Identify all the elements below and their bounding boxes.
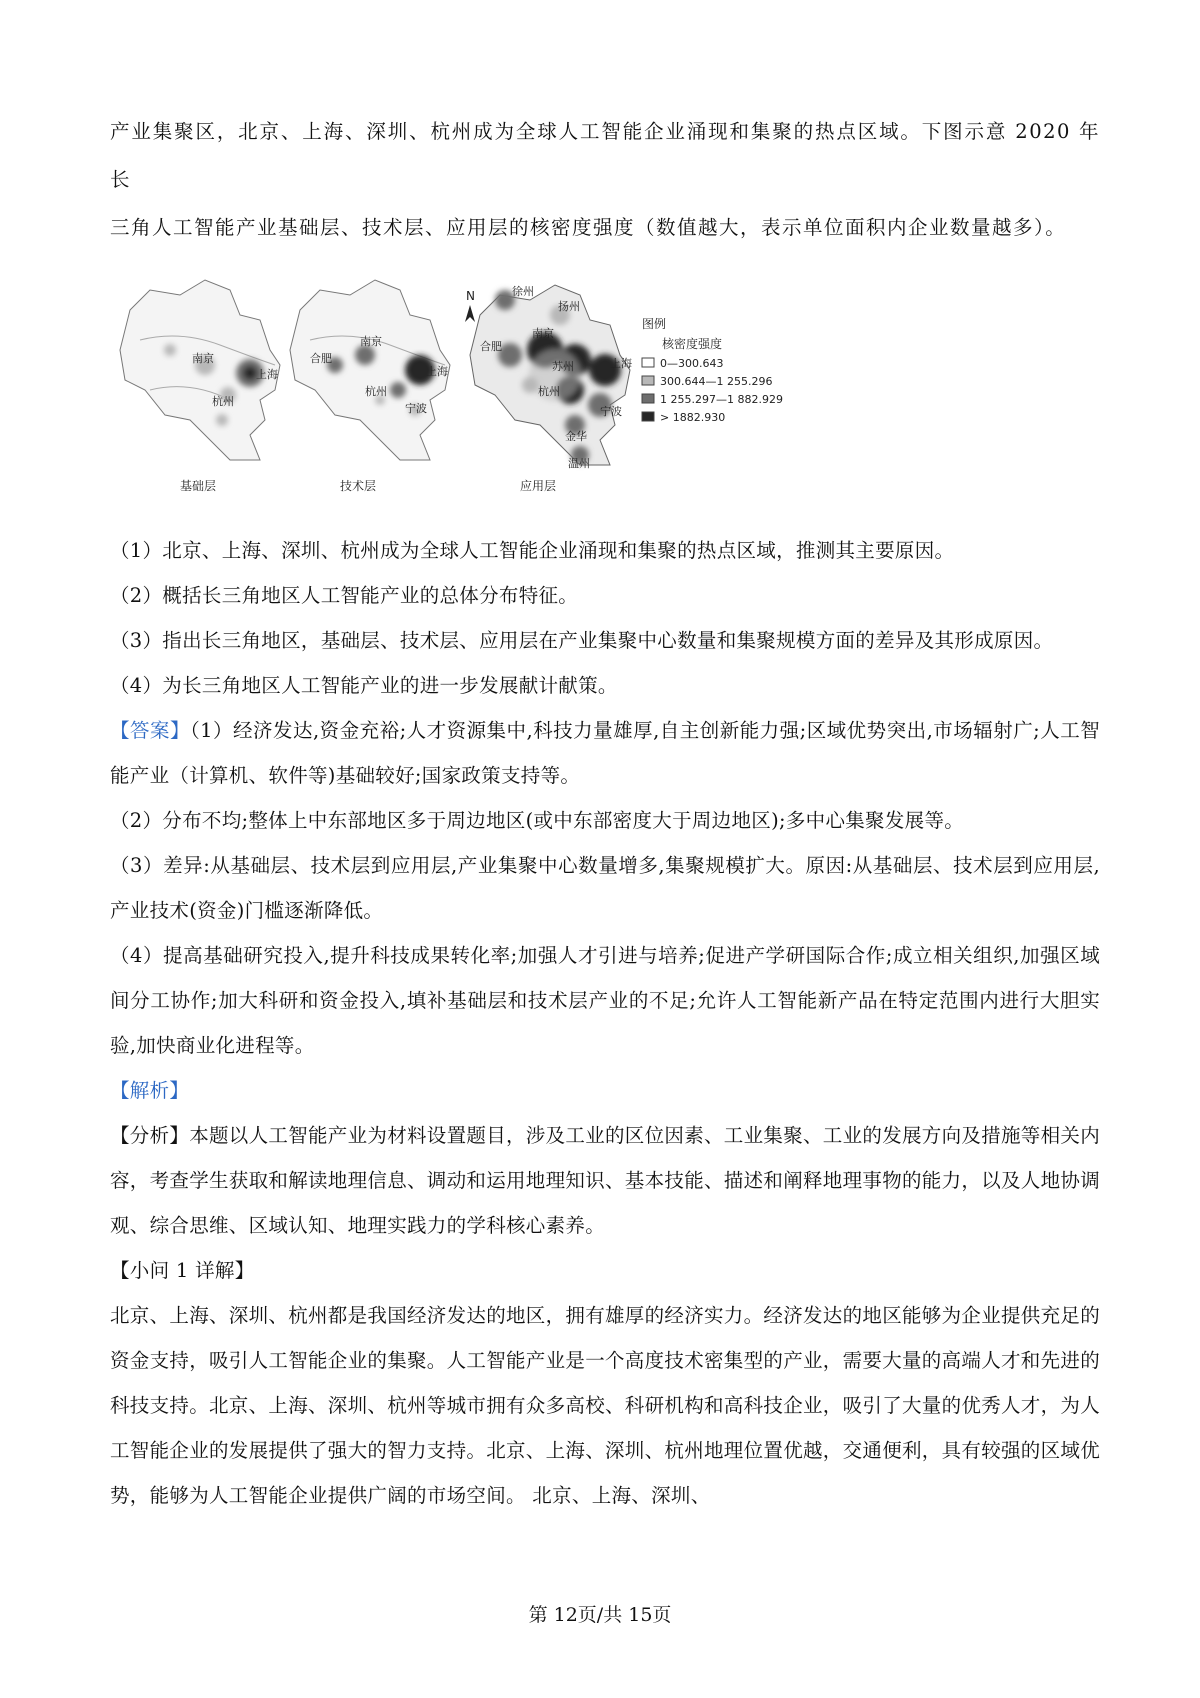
map-legend [642,316,783,424]
city-label: 扬州 [558,300,580,313]
map-caption: 技术层 [340,479,377,493]
answer-2: （2）分布不均;整体上中东部地区多于周边地区(或中东部密度大于周边地区);多中心集聚发展等。 [110,809,965,832]
map-app-layer [470,285,630,465]
page-content [110,108,1100,1518]
legend-title: 图例 [642,317,667,331]
city-label: 苏州 [552,360,574,373]
question-2: （2）概括长三角地区人工智能产业的总体分布特征。 [110,584,579,607]
city-label: 南京 [360,335,382,348]
intro-line-1: 产业集聚区，北京、上海、深圳、杭州成为全球人工智能企业涌现和集聚的热点区域。下图示意 2020 年长 [110,120,1100,191]
answer-tag: 【答案】 [110,719,190,742]
city-label: 合肥 [480,340,502,353]
city-label: 上海 [610,357,632,370]
analysis-fenxi: 【分析】本题以人工智能产业为材料设置题目，涉及工业的区位因素、工业集聚、工业的发展方向及措施等相关内容，考查学生获取和解读地理信息、调动和运用地理知识、基本技能、描述和阐释地理事物的能力，以及人地协调观、综合思维、区域认知、地理实践力的学科核心素养。 [110,1124,1101,1237]
density-map-figure [110,270,1100,510]
legend-label: > 1882.930 [660,411,726,424]
legend-subtitle: 核密度强度 [662,337,723,351]
city-label: 南京 [192,352,214,365]
legend-label: 1 255.297—1 882.929 [660,393,783,406]
sub-question-heading: 【小问 1 详解】 [110,1259,255,1282]
city-label: 宁波 [405,402,427,415]
city-label: 金华 [565,430,587,443]
city-label: 杭州 [538,385,560,398]
map-panels [110,270,810,510]
answer-4: （4）提高基础研究投入,提升科技成果转化率;加强人才引进与培养;促进产学研国际合作;成立相关组织,加强区域间分工协作;加大科研和资金投入,填补基础层和技术层产业的不足;允许人工智能新产品在特定范围内进行大胆实验,加快商业化进程等。 [110,944,1100,1057]
legend-swatch [642,358,654,367]
map-caption: 基础层 [180,479,217,493]
answer-1 [110,708,1100,798]
analysis-tag: 【解析】 [110,1079,190,1102]
answer-3: （3）差异:从基础层、技术层到应用层,产业集聚中心数量增多,集聚规模扩大。原因:从基础层、技术层到应用层,产业技术(资金)门槛逐渐降低。 [110,854,1100,922]
city-label: 杭州 [212,395,234,408]
analysis-heading [110,1068,1100,1113]
legend-label: 300.644—1 255.296 [660,375,773,388]
north-arrow [465,289,475,322]
city-label: 上海 [256,368,278,381]
intro-line-2: 三角人工智能产业基础层、技术层、应用层的核密度强度（数值越大，表示单位面积内企业数量越多）。 [110,216,1067,239]
north-arrow-label: N [466,289,475,303]
legend-swatch [642,376,654,385]
question-4: （4）为长三角地区人工智能产业的进一步发展献计献策。 [110,674,618,697]
page-number: 第 12页/共 15页 [528,1604,672,1626]
legend-swatch [642,412,654,421]
sub-question-detail: 北京、上海、深圳、杭州都是我国经济发达的地区，拥有雄厚的经济实力。经济发达的地区能够为企业提供充足的资金支持，吸引人工智能企业的集聚。人工智能产业是一个高度技术密集型的产业，需要大量的高端人才和先进的科技支持。北京、上海、深圳、杭州等城市拥有众多高校、科研机构和高科技企业，吸引了大量的优秀人才，为人工智能企业的发展提供了强大的智力支持。北京、上海、深圳、杭州地理位置优越，交通便利，具有较强的区域优势，能够为人工智能企业提供广阔的市场空间。 北京、上海、深圳、 [110,1304,1101,1507]
city-label: 南京 [532,327,554,340]
north-arrow-icon [465,305,475,322]
city-label: 合肥 [310,352,332,365]
legend-label: 0—300.643 [660,357,724,370]
city-label: 温州 [568,457,590,470]
city-label: 上海 [426,365,448,378]
map-caption: 应用层 [520,479,557,493]
answer-1-text: （1）经济发达,资金充裕;人才资源集中,科技力量雄厚,自主创新能力强;区域优势突出,市场辐射广;人工智能产业（计算机、软件等)基础较好;国家政策支持等。 [110,719,1100,787]
city-label: 徐州 [512,285,534,298]
city-label: 杭州 [365,385,387,398]
legend-swatch [642,394,654,403]
question-3: （3）指出长三角地区，基础层、技术层、应用层在产业集聚中心数量和集聚规模方面的差异及其形成原因。 [110,629,1054,652]
question-1: （1）北京、上海、深圳、杭州成为全球人工智能企业涌现和集聚的热点区域，推测其主要原因。 [110,539,955,562]
city-label: 宁波 [600,405,622,418]
